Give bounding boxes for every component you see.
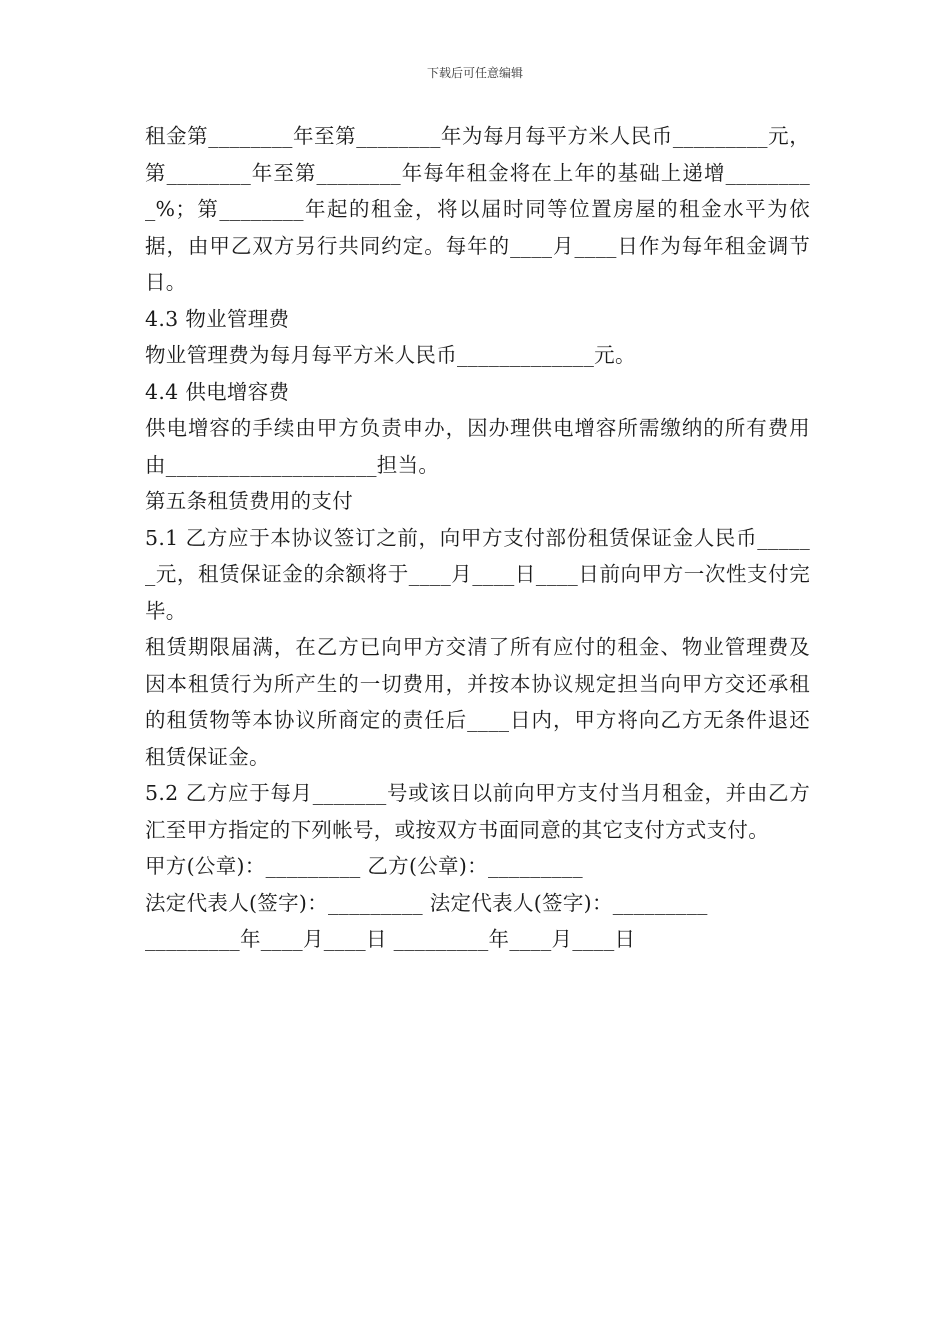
article-five-heading: 第五条租赁费用的支付 — [145, 489, 353, 513]
rent-payment-paragraph-5-2: 5.2 乙方应于每月_______号或该日以前向甲方支付当月租金，并由乙方汇至甲方指定的下列帐号，或按双方书面同意的其它支付方式支付。 — [145, 781, 810, 842]
rent-adjustment-paragraph: 租金第________年至第________年为每月每平方米人民币_________元，第________年至第________年每年租金将在上年的基础上递增_________%；第________年起的租金，将以届时同等位置房屋的租金水平为依据，由甲乙双方另行共同约定。每年的____月____日作为每年租金调节日。 — [145, 124, 810, 294]
signature-line: 法定代表人(签字)：_________ 法定代表人(签字)：_________ — [145, 890, 708, 915]
deposit-refund-paragraph: 租赁期限届满，在乙方已向甲方交清了所有应付的租金、物业管理费及因本租赁行为所产生的一切费用，并按本协议规定担当向甲方交还承租的租赁物等本协议所商定的责任后____日内，甲方将向乙方无条件退还租赁保证金。 — [145, 635, 810, 769]
deposit-paragraph-5-1: 5.1 乙方应于本协议签订之前，向甲方支付部份租赁保证金人民币______元，租赁保证金的余额将于____月____日____日前向甲方一次性支付完毕。 — [145, 525, 810, 623]
seal-line: 甲方(公章)：_________ 乙方(公章)：_________ — [145, 854, 583, 878]
section-heading-4-3: 4.3 物业管理费 — [145, 306, 290, 331]
date-line: _________年____月____日 _________年____月____日 — [145, 927, 636, 951]
section-heading-4-4: 4.4 供电增容费 — [145, 379, 290, 404]
power-capacity-paragraph: 供电增容的手续由甲方负责申办，因办理供电增容所需缴纳的所有费用由____________________担当。 — [145, 416, 810, 477]
property-fee-paragraph: 物业管理费为每月每平方米人民币_____________元。 — [145, 343, 636, 367]
page-header: 下载后可任意编辑 — [426, 66, 523, 80]
document-body — [145, 118, 810, 958]
